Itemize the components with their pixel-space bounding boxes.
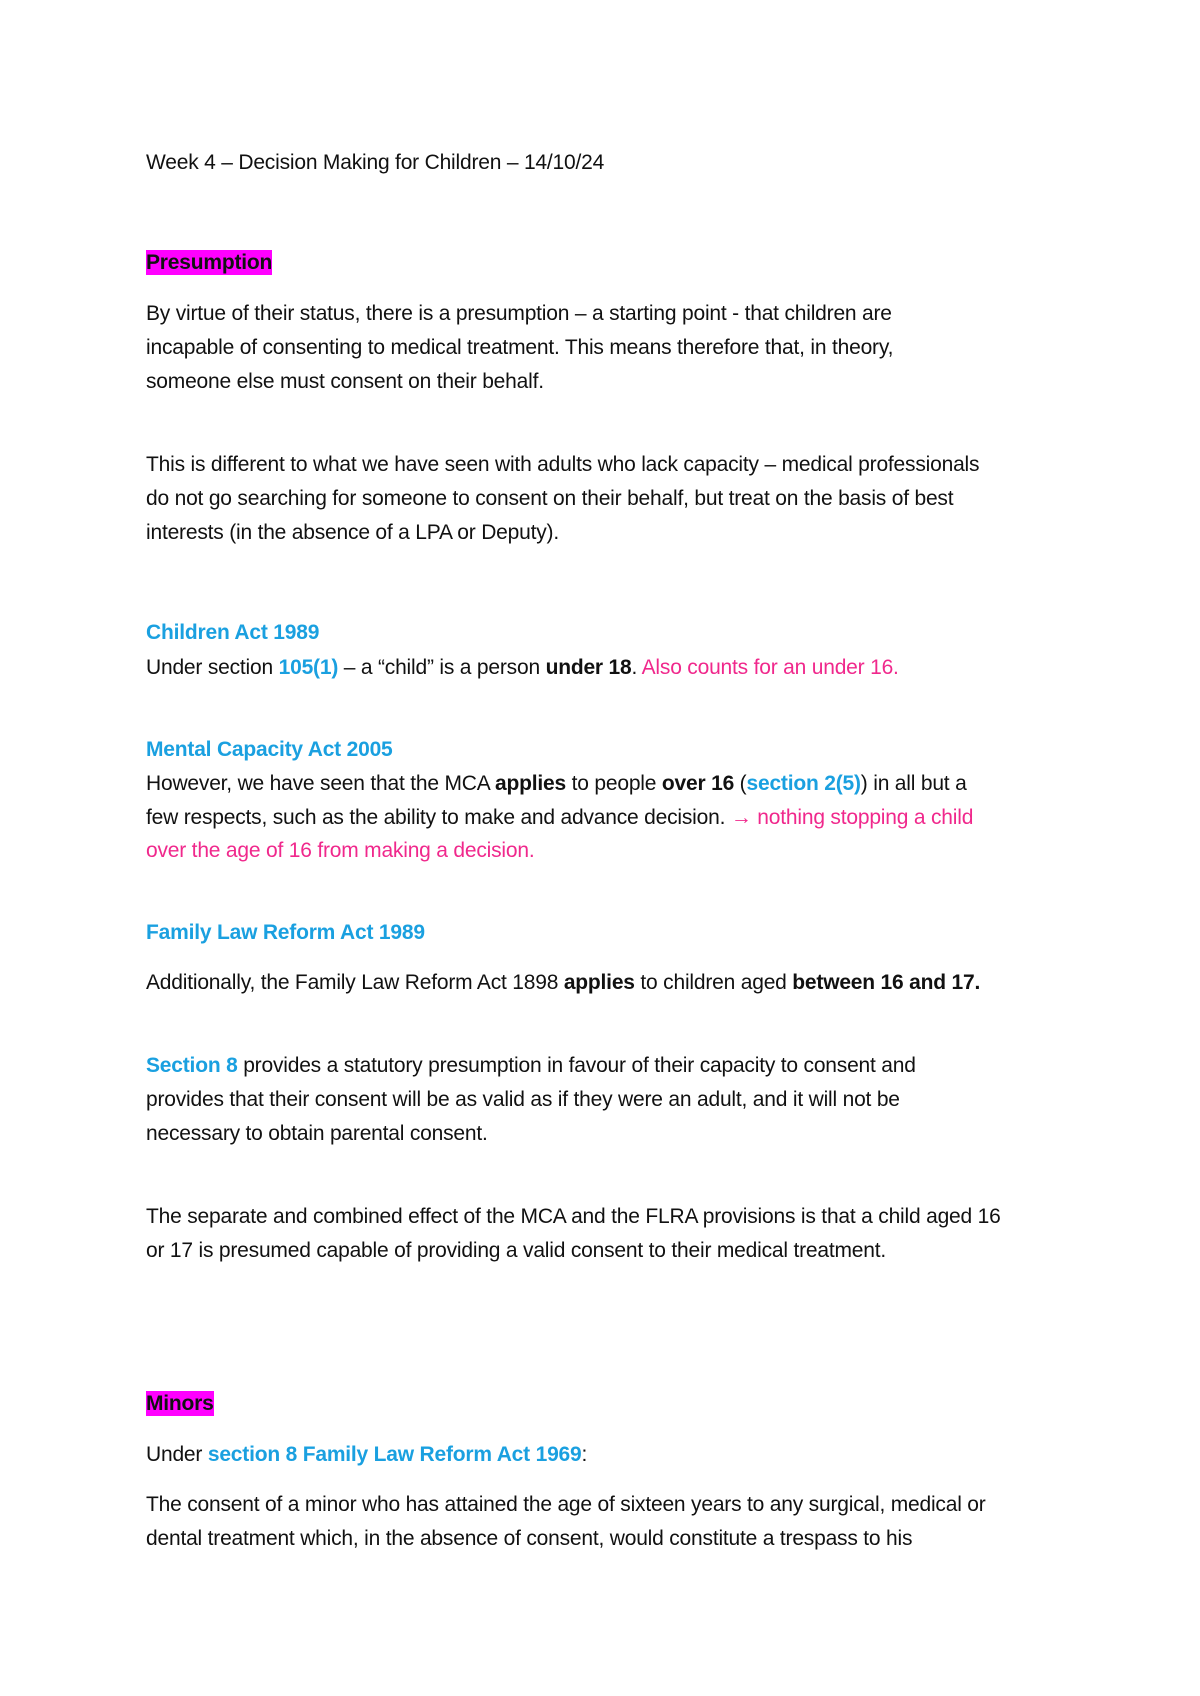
heading-mca: Mental Capacity Act 2005 [146,738,393,761]
section-ref: section 8 Family Law Reform Act 1969 [207,1443,582,1466]
bold-run: under 18 [545,656,632,679]
annotation-note: over the age of 16 from making a decision. [146,839,535,862]
paragraph-line: interests (in the absence of a LPA or Deputy). [146,521,559,544]
flra-line [146,970,980,996]
annotation-note: Also counts for an under 16. [637,656,899,679]
heading-minors [146,1391,214,1417]
text-run: – a “child” is a person [338,656,546,679]
paragraph-line: or 17 is presumed capable of providing a valid consent to their medical treatment. [146,1239,887,1262]
heading-children-act: Children Act 1989 [146,621,320,644]
paragraph-line: do not go searching for someone to consent on their behalf, but treat on the basis of best [146,487,954,510]
paragraph-line: The separate and combined effect of the MCA and the FLRA provisions is that a child aged 16 [146,1205,1001,1228]
heading-flra: Family Law Reform Act 1989 [146,921,425,944]
highlighted-heading: Minors [146,1392,214,1415]
bold-run: applies [495,772,566,795]
text-run: ) in all but a [860,772,967,795]
bold-run: over 16 [661,772,735,795]
paragraph-line: necessary to obtain parental consent. [146,1122,488,1145]
text-run: Under [146,1443,208,1466]
highlighted-heading: Presumption [146,251,273,274]
text-run: : [581,1443,588,1466]
paragraph-line: someone else must consent on their behalf. [146,370,544,393]
mca-line [146,805,973,831]
text-run: to people [566,772,662,795]
document-title: Week 4 – Decision Making for Children – 14/10/24 [146,151,605,174]
text-run: few respects, such as the ability to make and advance decision. [146,806,731,829]
text-run: ( [734,772,747,795]
children-act-line [146,655,899,681]
minors-line [146,1442,587,1468]
arrow-right-icon: → [730,806,752,829]
section8-line [146,1053,916,1079]
paragraph-line: This is different to what we have seen with adults who lack capacity – medical professionals [146,453,980,476]
bold-run: applies [563,971,635,994]
paragraph-line: provides that their consent will be as valid as if they were an adult, and it will not be [146,1088,900,1111]
text-run: to children aged [634,971,793,994]
section-ref: 105(1) [278,656,339,679]
text-run: provides a statutory presumption in favour of their capacity to consent and [237,1054,916,1077]
paragraph-line: The consent of a minor who has attained the age of sixteen years to any surgical, medical or [146,1493,986,1516]
paragraph-line: By virtue of their status, there is a presumption – a starting point - that children are [146,302,892,325]
paragraph-line: incapable of consenting to medical treatment. This means therefore that, in theory, [146,336,894,359]
heading-presumption [146,250,272,276]
mca-line [146,771,967,797]
paragraph-line: dental treatment which, in the absence of consent, would constitute a trespass to his [146,1527,913,1550]
section-ref: section 2(5) [746,772,861,795]
text-run: Additionally, the Family Law Reform Act 1898 [146,971,564,994]
text-run: Under section [146,656,279,679]
annotation-note: nothing stopping a child [751,806,974,829]
bold-run: between 16 and 17. [792,971,981,994]
section-ref: Section 8 [146,1054,238,1077]
text-run: However, we have seen that the MCA [146,772,496,795]
text-run: . [631,656,638,679]
